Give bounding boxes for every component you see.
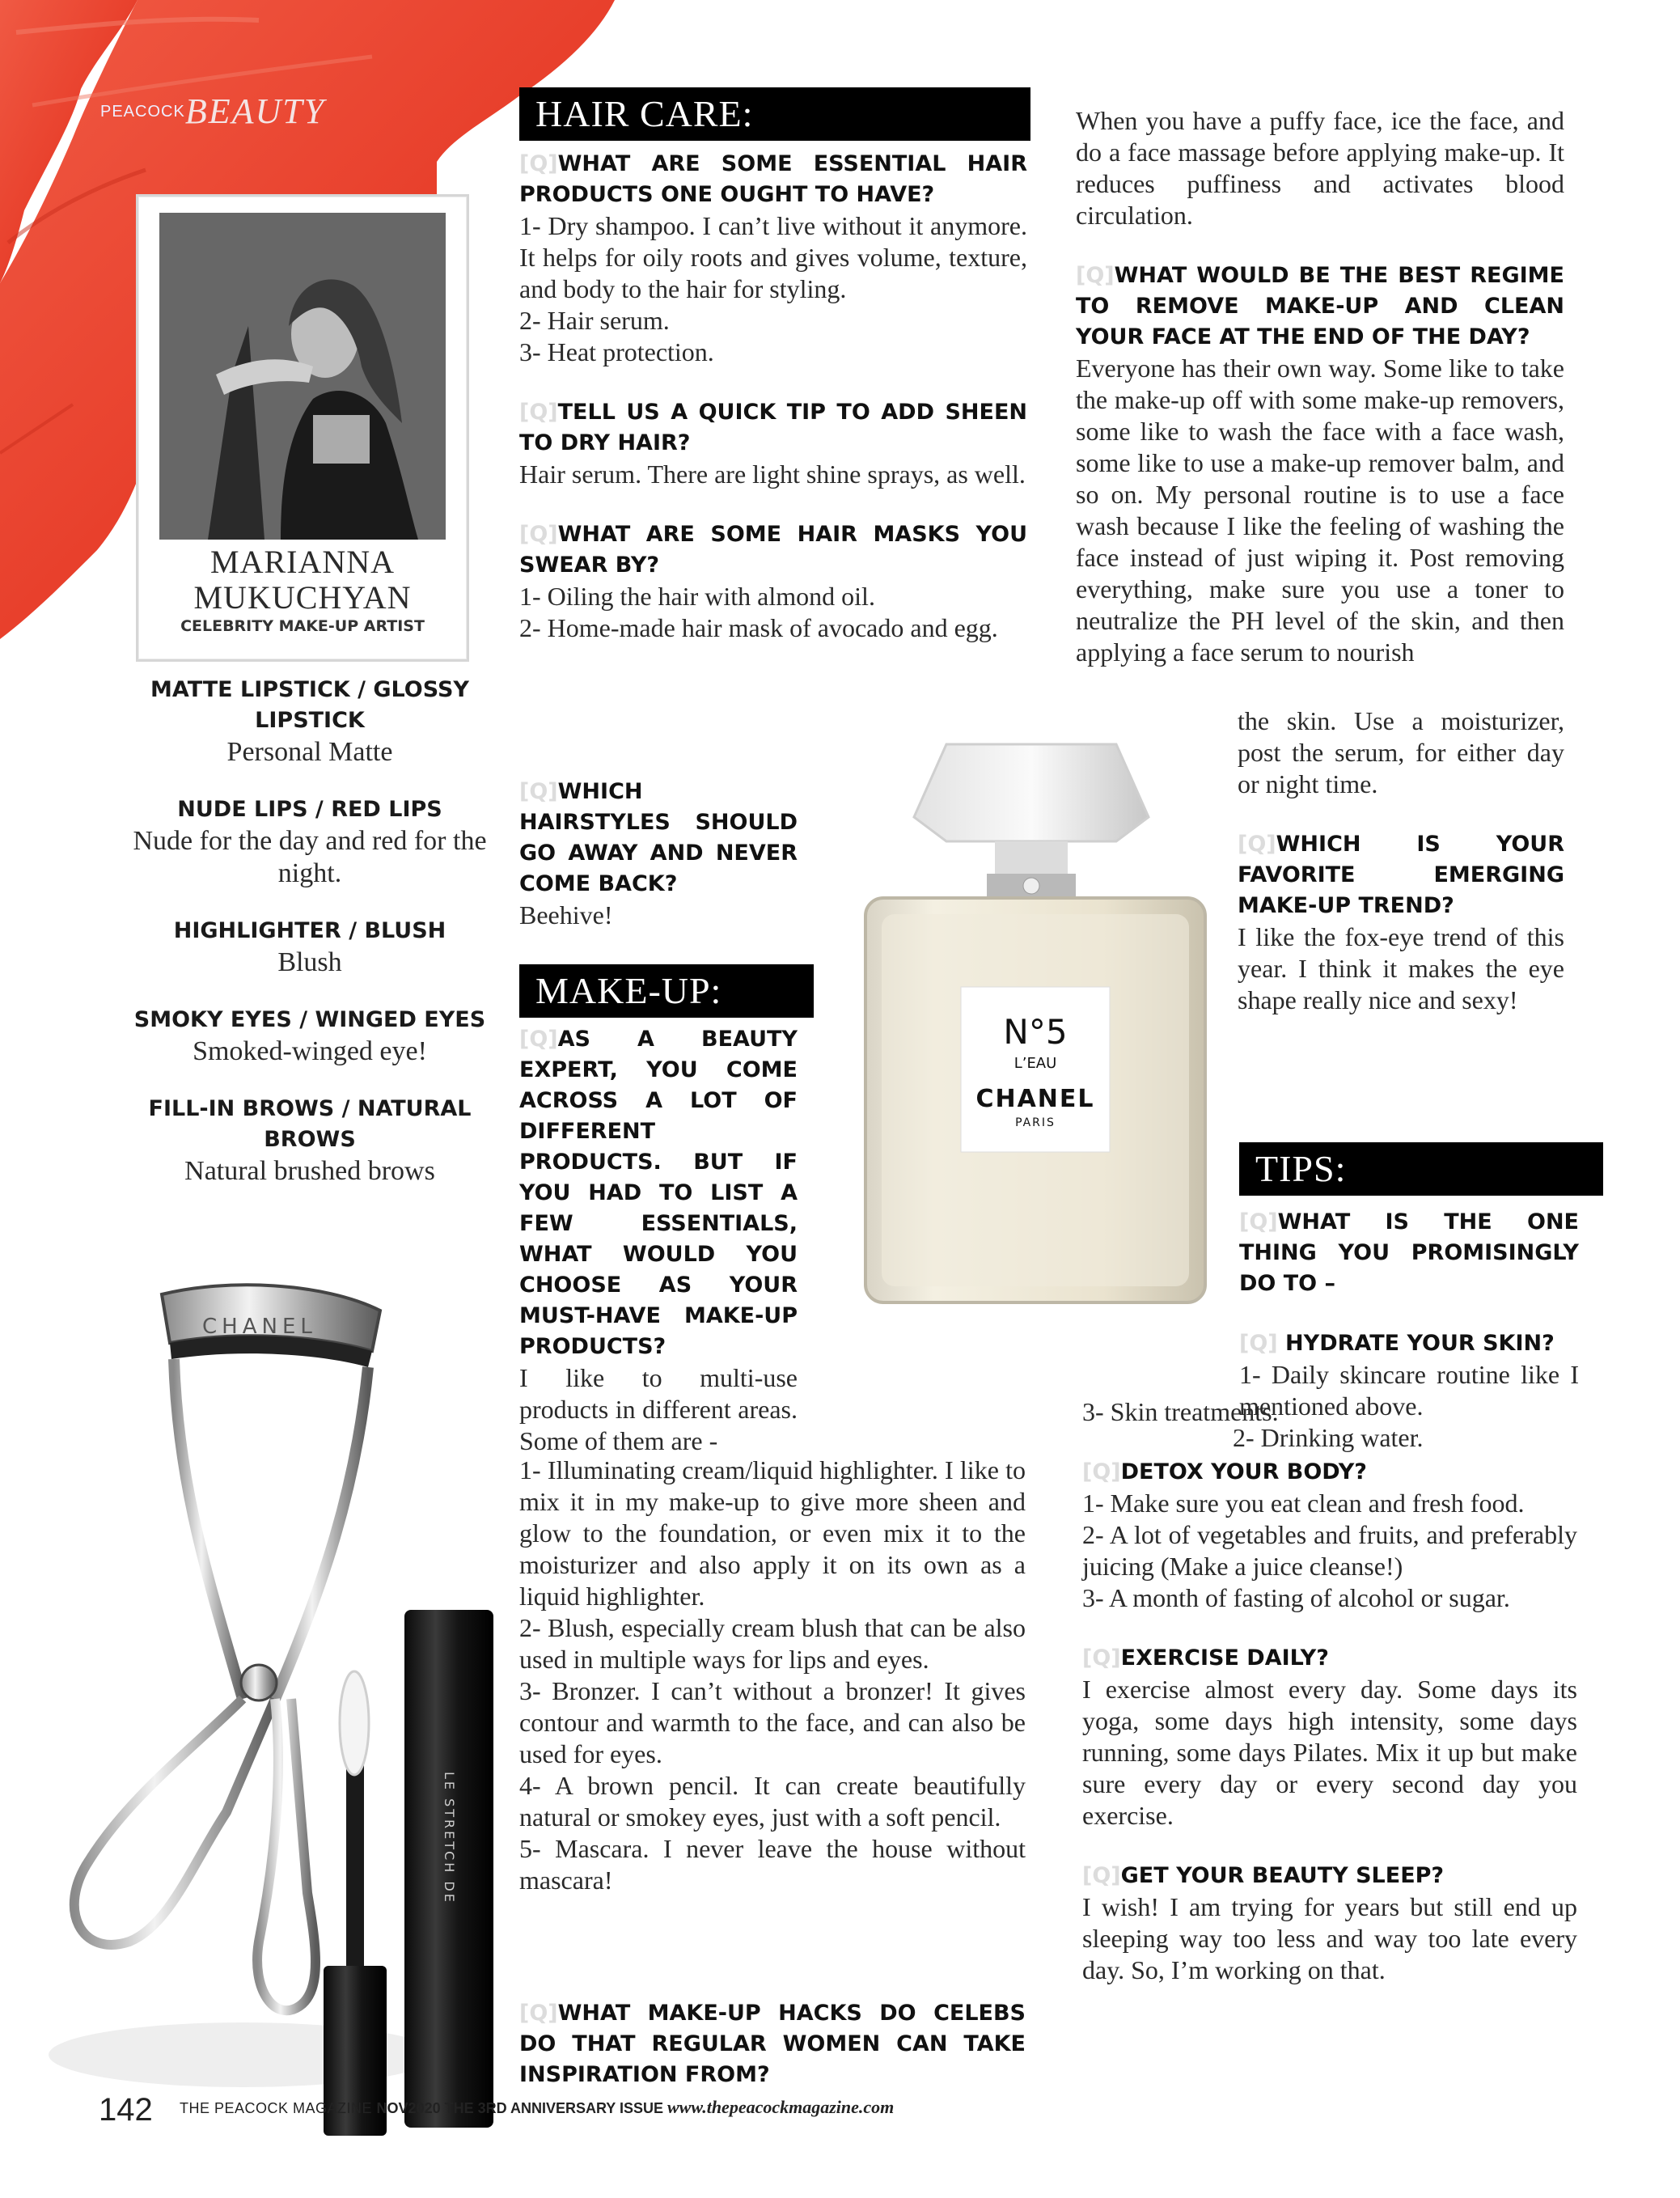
list-item: 2- Blush, especially cream blush that can be also used in multiple ways for lips and eyes. xyxy=(519,1613,1026,1674)
question-text: GET YOUR BEAUTY SLEEP? xyxy=(1120,1863,1445,1888)
question-marker: [Q] xyxy=(1082,1645,1121,1671)
footer-magazine: THE PEACOCK MAGAZINE xyxy=(180,2100,377,2116)
make-up-section xyxy=(519,1024,798,1457)
profile-name-line2: MUKUCHYAN xyxy=(193,579,412,616)
question xyxy=(519,397,1027,459)
choice-answer: Natural brushed brows xyxy=(184,1156,435,1186)
question-text: EXERCISE DAILY? xyxy=(1120,1645,1329,1671)
question xyxy=(1239,1328,1579,1359)
answer-text: 3- Skin treatments. xyxy=(1082,1397,1279,1426)
question xyxy=(1238,829,1564,921)
question-text: WHICH IS YOUR FAVORITE EMERGING MAKE-UP TREND? xyxy=(1238,832,1564,918)
list-item: 3- Bronzer. I can’t without a bronzer! It gives contour and warmth to the face, and can also be used for eyes. xyxy=(519,1676,1026,1768)
choice-answer: Blush xyxy=(277,947,342,977)
answer-text: I like to multi-use products in different areas. Some of them are - xyxy=(519,1363,798,1455)
question xyxy=(1082,1643,1577,1674)
question xyxy=(1239,1207,1579,1299)
choice-answer: Smoked-winged eye! xyxy=(193,1036,427,1066)
choice-question: FILL-IN BROWS / NATURAL BROWS xyxy=(148,1096,472,1152)
question-text: DETOX YOUR BODY? xyxy=(1120,1459,1367,1484)
make-up-essentials-list xyxy=(519,1455,1026,1896)
question-marker: [Q] xyxy=(519,779,558,804)
mascara-brand-text: LE STRETCH DE xyxy=(442,1772,457,1904)
answer-text: 3- A month of fasting of alcohol or sugar. xyxy=(1082,1583,1510,1612)
choice-question: HIGHLIGHTER / BLUSH xyxy=(173,918,446,943)
question xyxy=(519,519,1027,581)
answer-text: 1- Make sure you eat clean and fresh food. xyxy=(1082,1489,1525,1518)
curler-brand-text: CHANEL xyxy=(202,1315,317,1339)
question-marker: [Q] xyxy=(519,400,558,425)
hair-care-heading: HAIR CARE: xyxy=(519,87,1030,141)
question xyxy=(519,149,1027,210)
question-text: WHAT ARE SOME ESSENTIAL HAIR PRODUCTS ONE OUGHT TO HAVE? xyxy=(519,151,1027,207)
profile-name-line1: MARIANNA xyxy=(210,544,395,580)
answer-text: 1- Dry shampoo. I can’t live without it anymore. It helps for oily roots and gives volume, texture, and body to the hair for styling. xyxy=(519,211,1027,303)
answer-text: the skin. Use a moisturizer, post the serum, for either day or night time. xyxy=(1238,706,1564,798)
make-up-heading: MAKE-UP: xyxy=(519,964,814,1018)
perfume-city: PARIS xyxy=(1015,1116,1056,1129)
question xyxy=(519,1024,798,1362)
question xyxy=(519,1998,1026,2090)
choice-item xyxy=(129,916,490,979)
column3-narrow xyxy=(1238,705,1564,1016)
footer-issue-date: NOV2020 xyxy=(376,2100,441,2116)
answer-text: 2- A lot of vegetables and fruits, and preferably juicing (Make a juice cleanse!) xyxy=(1082,1520,1577,1581)
question-marker: [Q] xyxy=(519,522,558,547)
answer-text: 2- Hair serum. xyxy=(519,306,670,335)
perfume-bottle-image xyxy=(833,720,1238,1335)
page-number: 142 xyxy=(99,2092,153,2128)
question-text: WHAT IS THE ONE THING YOU PROMISINGLY DO TO – xyxy=(1239,1209,1579,1296)
question-text: WHAT WOULD BE THE BEST REGIME TO REMOVE MAKE-UP AND CLEAN YOUR FACE AT THE END OF THE DAY? xyxy=(1076,263,1564,349)
list-item: 5- Mascara. I never leave the house without mascara! xyxy=(519,1834,1026,1895)
profile-role: CELEBRITY MAKE-UP ARTIST xyxy=(180,617,425,635)
choice-question: SMOKY EYES / WINGED EYES xyxy=(133,1007,486,1032)
question-marker: [Q] xyxy=(1082,1459,1121,1484)
question xyxy=(519,777,798,900)
answer-text: Beehive! xyxy=(519,900,613,930)
perfume-label-line2: L’EAU xyxy=(1014,1055,1057,1072)
profile-name xyxy=(138,544,467,616)
answer-text: Hair serum. There are light shine sprays, as well. xyxy=(519,460,1026,489)
question-marker: [Q] xyxy=(1239,1209,1278,1235)
answer-text: Everyone has their own way. Some like to take the make-up off with some make-up removers, some like to wash the face with a face wash, some like to use a make-up remover balm, and so on. My personal routine is to use a face wash because I like the feeling of washing the face instead of just wiping it. Post removing everything, make sure you use a toner to neutralize the PH level of the skin, and then applying a face serum to nourish xyxy=(1076,354,1564,667)
question-marker: [Q] xyxy=(1238,832,1276,857)
list-item: 1- Illuminating cream/liquid highlighter. I like to mix it in my make-up to give more sheen and glow to the foundation, or even mix it to the moisturizer and also apply it on its own as a liquid highlighter. xyxy=(519,1455,1026,1611)
column3-lower xyxy=(1082,1396,1577,1986)
footer-url[interactable]: www.thepeacockmagazine.com xyxy=(667,2097,895,2117)
question xyxy=(1082,1457,1577,1488)
question-marker: [Q] xyxy=(1076,263,1115,288)
choice-item xyxy=(129,1005,490,1068)
answer-text: 2- Home-made hair mask of avocado and egg. xyxy=(519,613,998,642)
answer-text: 2- Drinking water. xyxy=(1233,1423,1424,1452)
perfume-brand: CHANEL xyxy=(975,1085,1095,1113)
answer-text: 1- Oiling the hair with almond oil. xyxy=(519,582,875,611)
question-text: WHICH HAIRSTYLES SHOULD GO AWAY AND NEVER COME BACK? xyxy=(519,779,798,896)
question-marker: [Q] xyxy=(519,1027,558,1052)
footer-issue-name: THE 3RD ANNIVERSARY ISSUE xyxy=(440,2100,667,2116)
choice-question: NUDE LIPS / RED LIPS xyxy=(177,797,442,822)
question-text: WHAT ARE SOME HAIR MASKS YOU SWEAR BY? xyxy=(519,522,1027,578)
masthead-small: PEACOCK xyxy=(100,103,185,121)
choice-item xyxy=(129,794,490,890)
mascara-image xyxy=(299,1610,518,2136)
question-marker: [Q] xyxy=(1239,1331,1278,1356)
answer-text: 3- Heat protection. xyxy=(519,337,714,366)
this-or-that-list xyxy=(129,675,490,1213)
question-text: WHAT MAKE-UP HACKS DO CELEBS DO THAT REGULAR WOMEN CAN TAKE INSPIRATION FROM? xyxy=(519,2001,1026,2087)
answer-text: I like the fox-eye trend of this year. I think it makes the eye shape really nice and sexy! xyxy=(1238,922,1564,1014)
answer-text: 1- Daily skincare routine like I mentioned above. xyxy=(1239,1360,1579,1421)
choice-item xyxy=(129,675,490,769)
choice-question: MATTE LIPSTICK / GLOSSY LIPSTICK xyxy=(150,677,469,733)
perfume-label-line1: N°5 xyxy=(1003,1012,1068,1052)
column3-top xyxy=(1076,105,1564,668)
section-masthead xyxy=(100,91,326,131)
profile-card xyxy=(136,194,469,662)
question-text: TELL US A QUICK TIP TO ADD SHEEN TO DRY HAIR? xyxy=(519,400,1027,455)
choice-item xyxy=(129,1094,490,1188)
list-item: 4- A brown pencil. It can create beautifully natural or smokey eyes, just with a soft pencil. xyxy=(519,1771,1026,1832)
hair-care-section xyxy=(519,149,1027,644)
make-up-hacks-question xyxy=(519,1998,1026,2090)
answer-text: When you have a puffy face, ice the face, and do a face massage before applying make-up. It reduces puffiness and activates blood circulation. xyxy=(1076,106,1564,230)
hairstyles-section xyxy=(519,777,798,931)
masthead-large: BEAUTY xyxy=(184,91,326,131)
answer-text: I exercise almost every day. Some days its yoga, some days high intensity, some days running, some days Pilates. Mix it up but make sure every day or every second day you exercise. xyxy=(1082,1675,1577,1830)
question xyxy=(1082,1861,1577,1891)
question-text: HYDRATE YOUR SKIN? xyxy=(1277,1331,1555,1356)
tips-heading: TIPS: xyxy=(1239,1142,1603,1196)
choice-answer: Personal Matte xyxy=(226,737,393,767)
question-text: AS A BEAUTY EXPERT, YOU COME ACROSS A LOT OF DIFFERENT PRODUCTS. BUT IF YOU HAD TO LIST A FEW ESSENTIALS, WHAT WOULD YOU CHOOSE AS YOUR MUST-HAVE MAKE-UP PRODUCTS? xyxy=(519,1027,798,1359)
portrait-photo xyxy=(159,213,446,540)
page-footer xyxy=(180,2097,894,2118)
question xyxy=(1076,260,1564,353)
question-marker: [Q] xyxy=(519,2001,558,2026)
question-marker: [Q] xyxy=(519,151,558,176)
choice-answer: Nude for the day and red for the night. xyxy=(133,826,487,888)
question-marker: [Q] xyxy=(1082,1863,1121,1888)
answer-text: I wish! I am trying for years but still end up sleeping way too less and way too late every day. So, I’m working on that. xyxy=(1082,1892,1577,1984)
